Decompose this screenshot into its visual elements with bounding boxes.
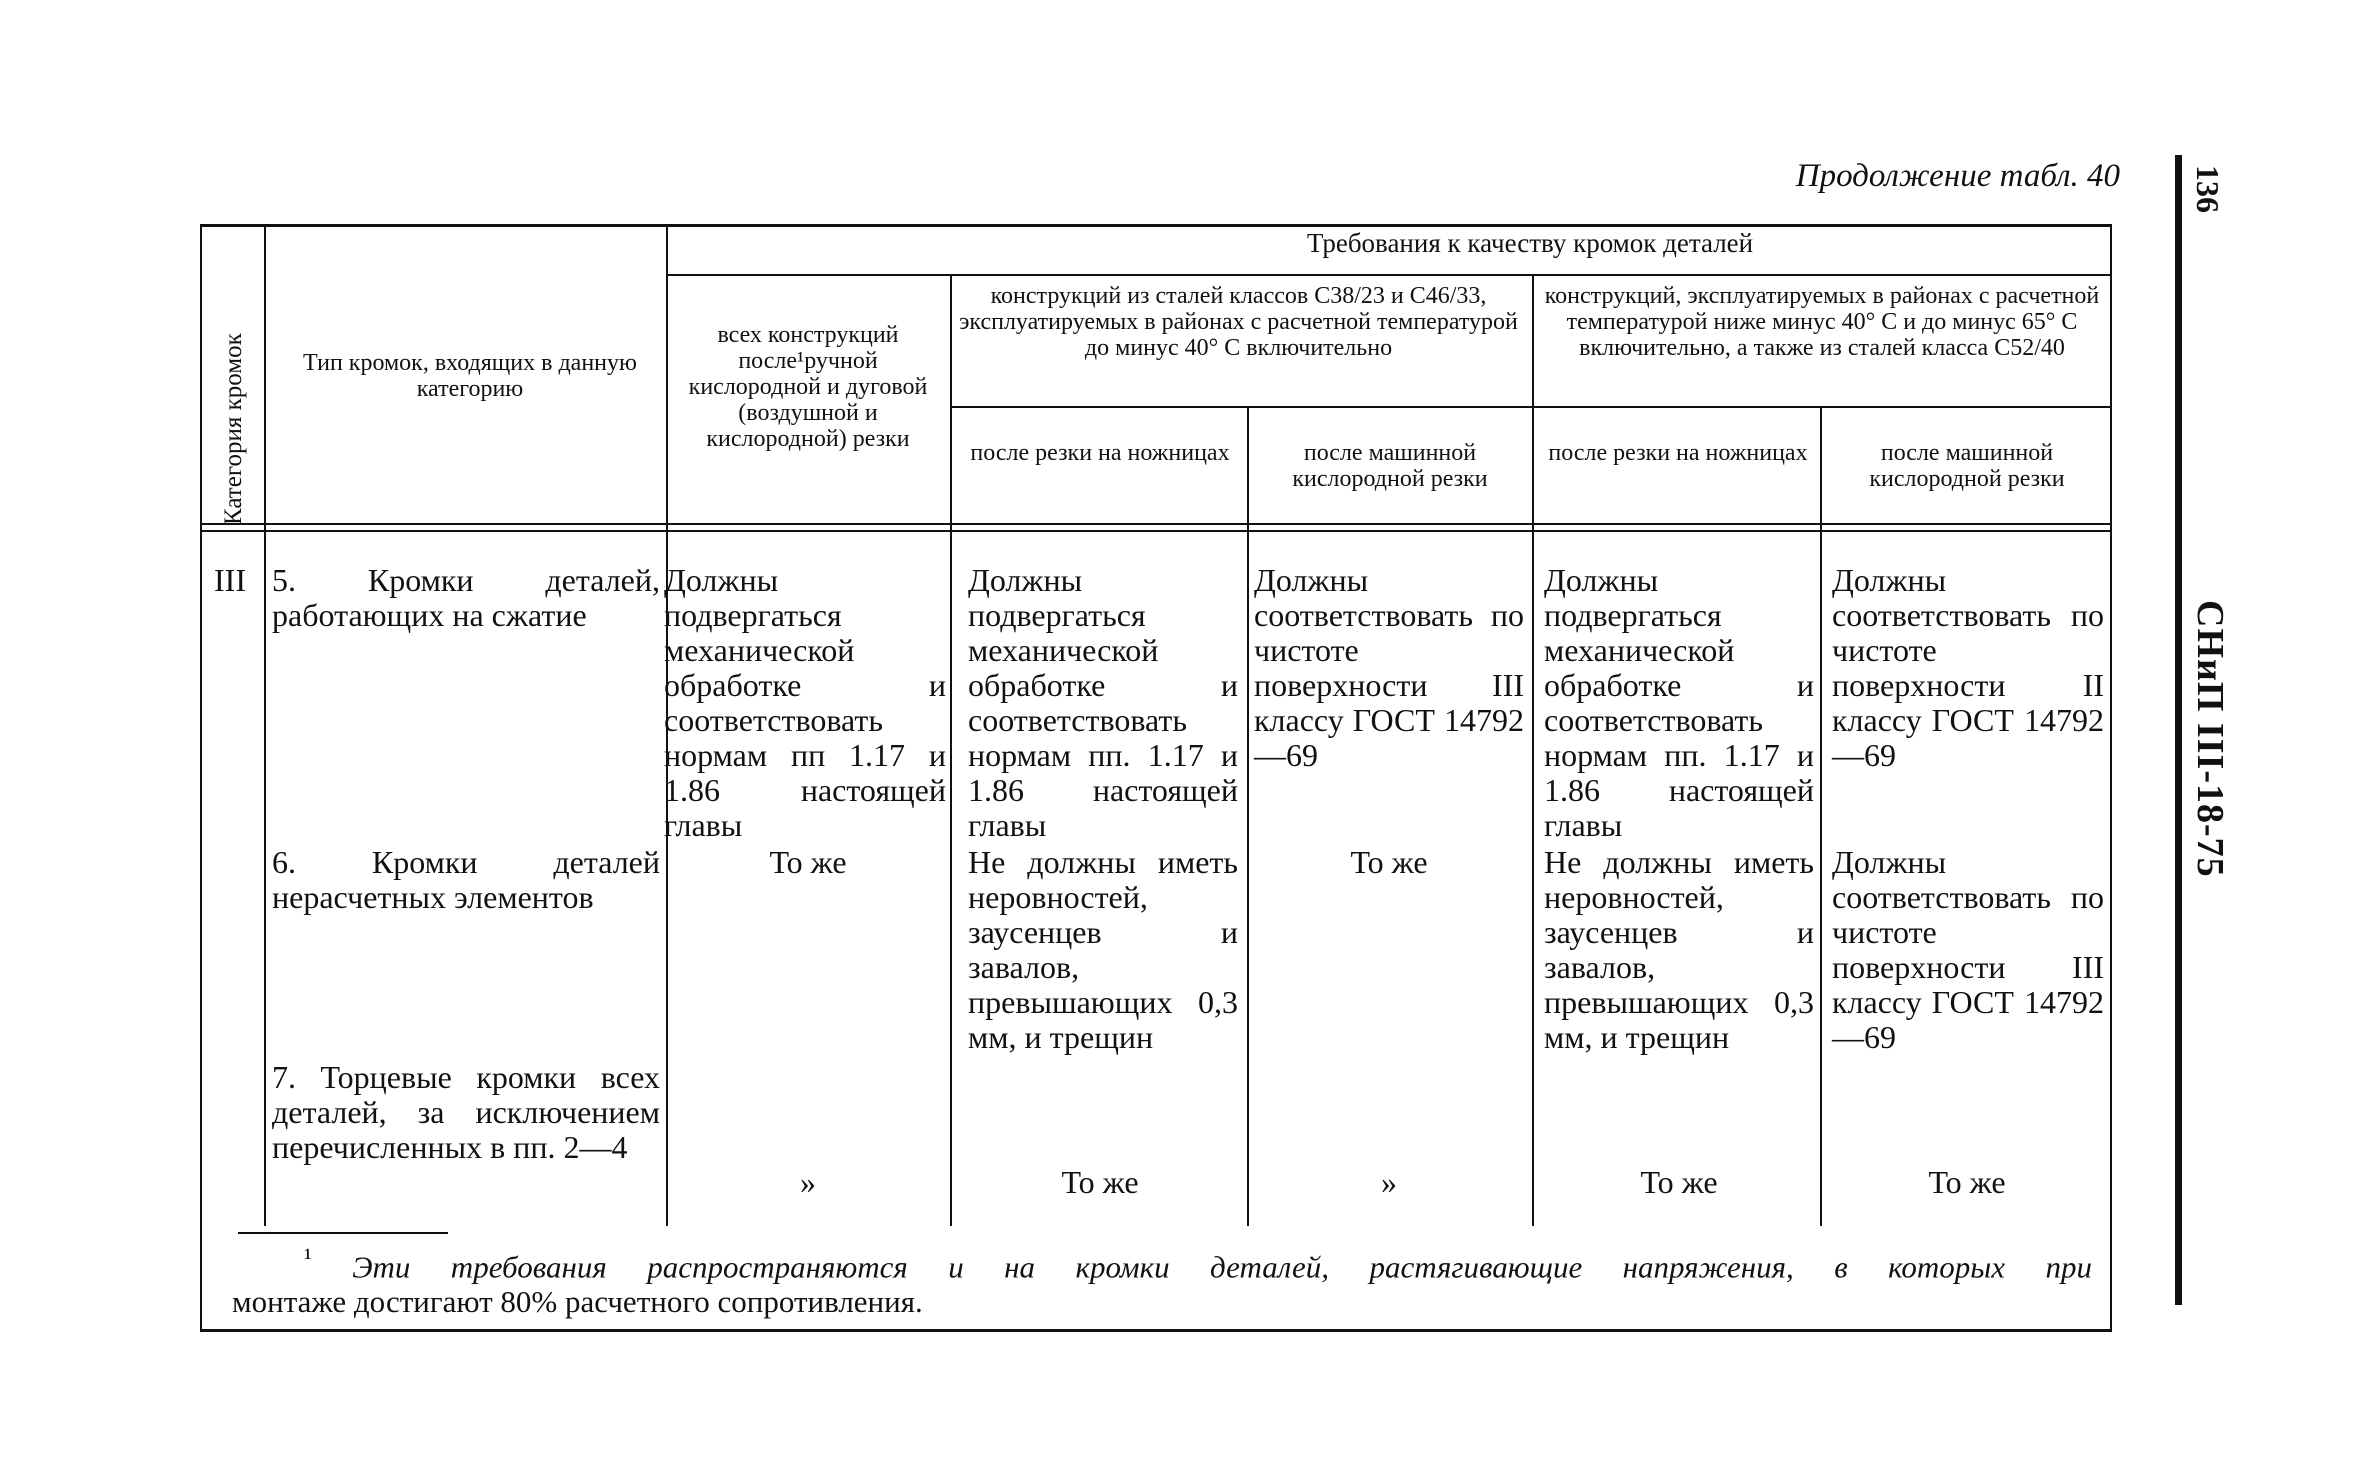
column-rule	[950, 276, 952, 1226]
row-5-b-machine: Должны соответствовать по чистоте поверхности II классу ГОСТ 14792—69	[1832, 562, 2104, 773]
row-5-type: 5. Кромки деталей, работающих на сжатие	[272, 562, 660, 633]
row-5-a-machine: Должны соответствовать по чистоте поверхности III классу ГОСТ 14792—69	[1254, 562, 1524, 773]
row-7-a-shears: То же	[1061, 1164, 1139, 1200]
header-rule	[950, 406, 2110, 408]
row-6-b-shears: Не должны иметь неровностей, заусенцев и завалов, превышающих 0,3 мм, и трещин	[1544, 844, 1814, 1055]
header-bottom-rule	[200, 530, 2112, 532]
row-6-all: То же	[769, 844, 847, 880]
column-rule	[1532, 276, 1534, 1226]
footnote-rule	[238, 1232, 448, 1234]
row-6-a-machine: То же	[1350, 844, 1428, 880]
table-caption: Продолжение табл. 40	[1795, 158, 2120, 194]
category-header	[218, 245, 252, 525]
page-number-text: 136	[2190, 165, 2226, 213]
row-6-type: 6. Кромки деталей нерасчетных элементов	[272, 844, 660, 915]
document-code	[2190, 600, 2240, 900]
a-shears-header: после резки на ножницах	[970, 440, 1230, 466]
category-value: III	[214, 562, 246, 598]
row-7-type: 7. Торцевые кромки всех деталей, за исключением перечисленных в пп. 2—4	[272, 1059, 660, 1165]
group-a-header: конструкций из сталей классов С38/23 и С46/33, эксплуатируемых в районах с расчетной температурой до минус 40° С включительно	[959, 283, 1518, 361]
row-7-b-machine: То же	[1928, 1164, 2006, 1200]
row-5-a-shears: Должны подвергаться механической обработке и соответствовать нормам пп. 1.17 и 1.86 настоящей главы	[968, 562, 1238, 843]
column-rule	[264, 226, 266, 1226]
group-b-header: конструкций, эксплуатируемых в районах с расчетной температурой ниже минус 40° С и до минус 65° С включительно, а также из сталей класса С52/40	[1544, 283, 2100, 361]
row-7-b-shears: То же	[1640, 1164, 1718, 1200]
b-machine-header: после машинной кислородной резки	[1869, 440, 2065, 492]
margin-rule	[2175, 155, 2182, 1305]
page-number	[2190, 165, 2230, 235]
requirements-header: Требования к качеству кромок деталей	[1306, 228, 1754, 258]
header-rule	[666, 274, 2110, 276]
type-header: Тип кромок, входящих в данную категорию	[303, 350, 637, 402]
all-structures-header: всех конструкций после¹ручной кислородной и дуговой (воздушной и кислородной) резки	[688, 322, 928, 452]
category-header-text: Категория кромок	[220, 333, 247, 525]
footnote-regular-text: монтаже достигают 80% расчетного сопротивления.	[232, 1284, 923, 1320]
row-7-a-machine: »	[1381, 1164, 1397, 1200]
row-6-a-shears: Не должны иметь неровностей, заусенцев и завалов, превышающих 0,3 мм, и трещин	[968, 844, 1238, 1055]
row-5-all: Должны подвергаться механической обработке и соответствовать нормам пп 1.17 и 1.86 настоящей главы	[664, 562, 946, 843]
b-shears-header: после резки на ножницах	[1548, 440, 1808, 466]
row-5-b-shears: Должны подвергаться механической обработке и соответствовать нормам пп. 1.17 и 1.86 настоящей главы	[1544, 562, 1814, 843]
footnote	[232, 1240, 2092, 1319]
document-code-text: СНиП III-18-75	[2189, 600, 2231, 878]
row-6-b-machine: Должны соответствовать по чистоте поверхности III классу ГОСТ 14792—69	[1832, 844, 2104, 1055]
header-bottom-rule	[200, 523, 2112, 525]
footnote-marker: ¹	[304, 1243, 312, 1272]
footnote-italic-text: Эти требования распространяются и на кромки деталей, растягивающие напряжения, в которых при	[352, 1249, 2092, 1285]
row-7-all: »	[800, 1164, 816, 1200]
a-machine-header: после машинной кислородной резки	[1292, 440, 1488, 492]
